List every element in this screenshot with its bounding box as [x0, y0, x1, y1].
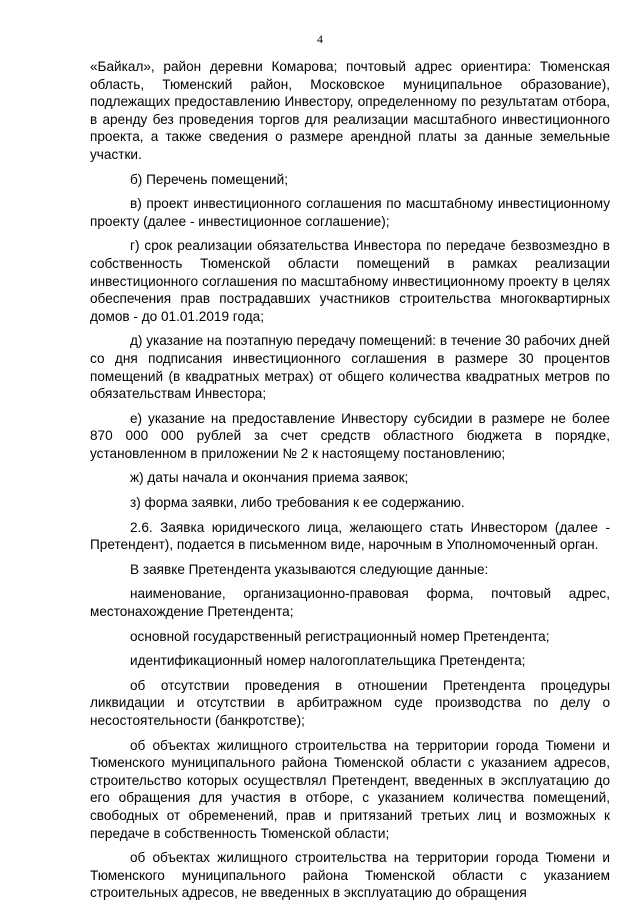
paragraph-item-z: з) форма заявки, либо требования к ее содержанию.: [130, 495, 465, 511]
paragraph-application-data: В заявке Претендента указываются следующие данные:: [130, 561, 489, 577]
paragraph-commissioned-objects: об объектах жилищного строительства на территории города Тюмени и Тюменского муниципального района Тюменской области с указанием адресов, строительство которых осуществлял Претендент, введенных в эксплуатацию до его обращения для участия в отборе, с указанием количества помещений, свободных от обременений, прав и притязаний третьих лиц и возможных к передаче в собственность Тюменской области;: [90, 737, 610, 841]
document-body: [90, 58, 610, 909]
paragraph-liquidation: об отсутствии проведения в отношении Претендента процедуры ликвидации и отсутствии в арбитражном суде производства по делу о несостоятельности (банкротстве);: [90, 677, 610, 728]
paragraph-ogrn: основной государственный регистрационный номер Претендента;: [130, 628, 550, 644]
paragraph-item-d: д) указание на поэтапную передачу помещений: в течение 30 рабочих дней со дня подписания инвестиционного соглашения в размере 30 процентов помещений (в квадратных метрах) от общего количества квадратных метров по обязательствам Инвестора;: [90, 333, 611, 402]
paragraph-inn: идентификационный номер налогоплательщика Претендента;: [130, 653, 526, 669]
paragraph-item-b: б) Перечень помещений;: [130, 171, 288, 187]
paragraph-item-v: в) проект инвестиционного соглашения по масштабному инвестиционному проекту (далее - инвестиционное соглашение);: [90, 196, 610, 229]
paragraph-item-e: е) указание на предоставление Инвестору субсидии в размере не более 870 000 000 рублей за счет средств областного бюджета в порядке, установленном в приложении № 2 к настоящему постановлению;: [90, 410, 610, 461]
page-number: 4: [317, 32, 323, 46]
paragraph-item-zh: ж) даты начала и окончания приема заявок;: [130, 470, 409, 486]
paragraph-continuation: «Байкал», район деревни Комарова; почтовый адрес ориентира: Тюменская область, Тюменский район, Московское муниципальное образование), подлежащих предоставлению Инвестору, определенному по результатам отбора, в аренду без проведения торгов для реализации масштабного инвестиционного проекта, а также сведения о размере арендной платы за данные земельные участки.: [90, 59, 610, 162]
paragraph-item-g: г) срок реализации обязательства Инвестора по передаче безвозмездно в собственность Тюменской области помещений в рамках реализации инвестиционного соглашения по масштабному инвестиционному проекту в целях обеспечения прав пострадавших участников строительства многоквартирных домов - до 01.01.2019 года;: [90, 238, 610, 324]
paragraph-section-2-6: 2.6. Заявка юридического лица, желающего стать Инвестором (далее - Претендент), подается в письменном виде, нарочным в Уполномоченный орган.: [90, 519, 610, 553]
paragraph-uncommissioned-objects: об объектах жилищного строительства на территории города Тюмени и Тюменского муниципального района Тюменской области с указанием строительных адресов, не введенных в эксплуатацию до обращения: [90, 850, 610, 901]
paragraph-name-form: наименование, организационно-правовая форма, почтовый адрес, местонахождение Претендента;: [90, 586, 610, 620]
